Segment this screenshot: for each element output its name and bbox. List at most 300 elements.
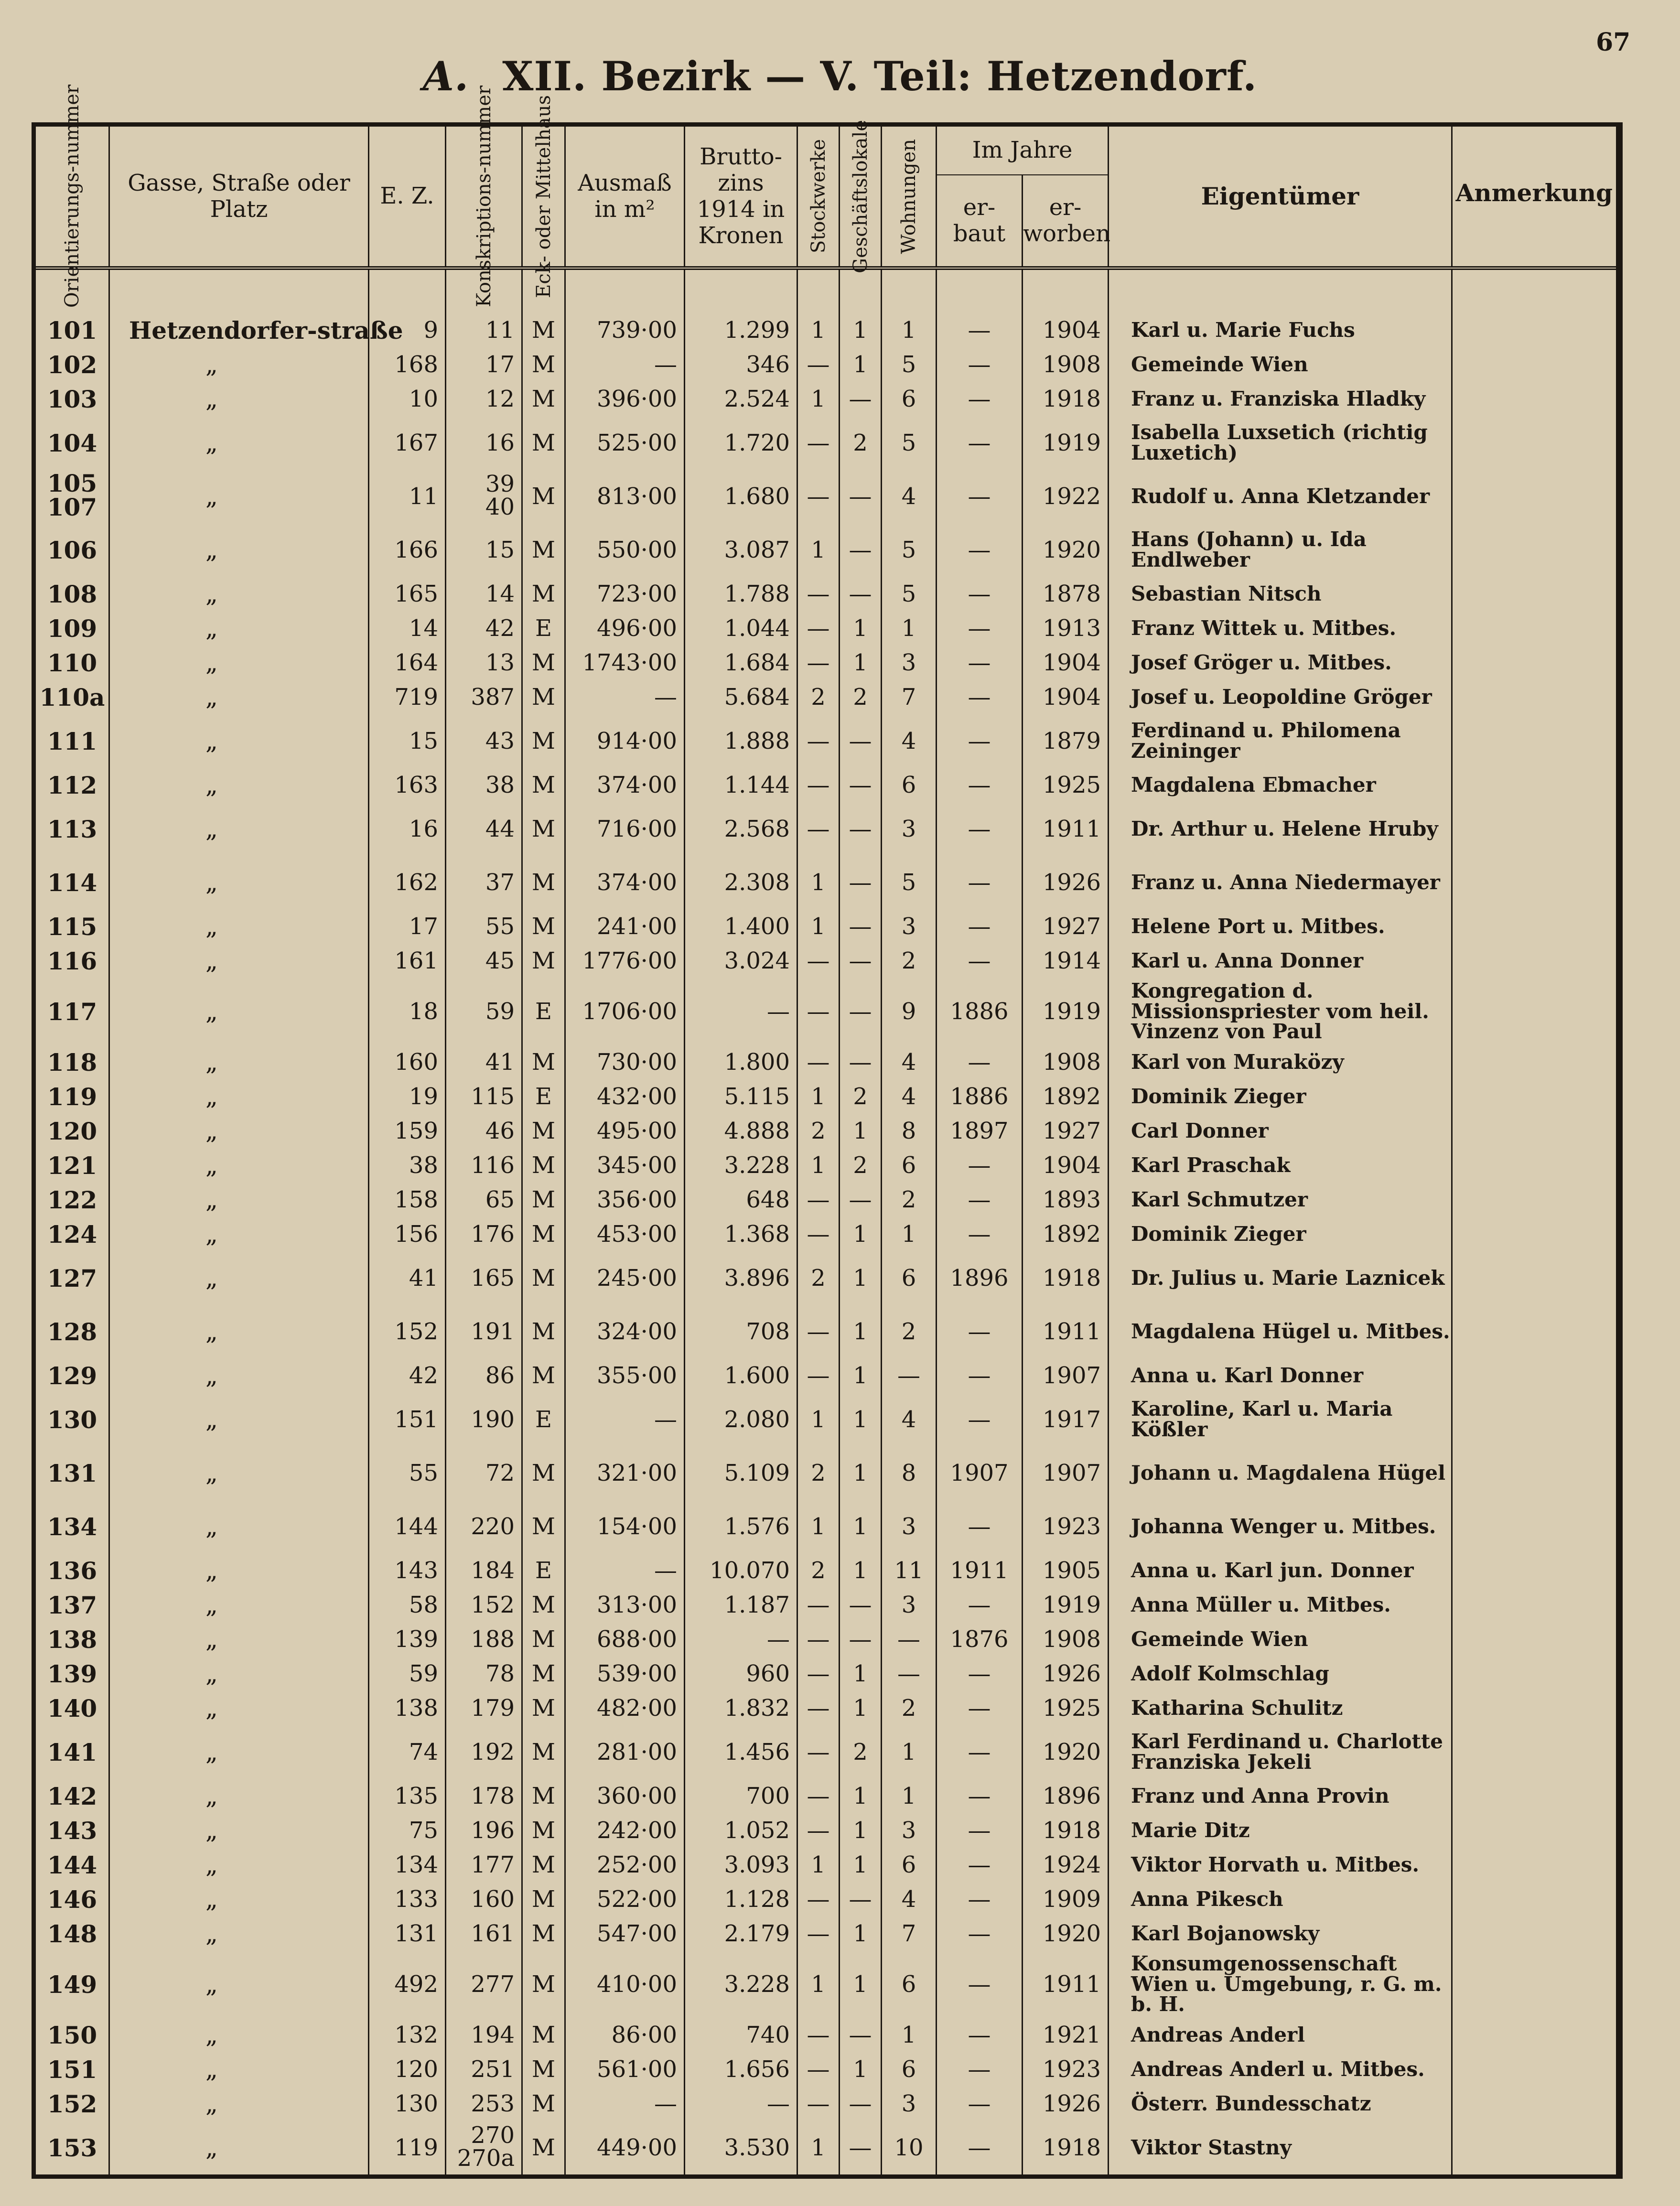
cell-bruttozins: 5.115 xyxy=(685,1079,797,1114)
cell-street: „ xyxy=(109,1691,369,1725)
cell-erbaut: — xyxy=(937,802,1023,856)
cell-erworben: 1907 xyxy=(1023,1446,1109,1500)
cell-orientierungsnummer: 111 xyxy=(34,714,109,768)
cell-eck-mittelhaus: M xyxy=(522,1045,565,1079)
cell-erworben: 1907 xyxy=(1023,1358,1109,1393)
cell-orientierungsnummer: 120 xyxy=(34,1114,109,1148)
table-row xyxy=(34,714,1619,768)
cell-bruttozins: 1.144 xyxy=(685,768,797,802)
cell-erbaut: 1886 xyxy=(937,1079,1023,1114)
cell-erworben: 1917 xyxy=(1023,1393,1109,1446)
cell-geschaeftslokale: — xyxy=(840,944,882,978)
cell-street: „ xyxy=(109,714,369,768)
cell-ausmass: 496·00 xyxy=(565,611,685,646)
cell-erworben: 1921 xyxy=(1023,2018,1109,2052)
cell-street: „ xyxy=(109,1500,369,1553)
cell-orientierungsnummer: 142 xyxy=(34,1779,109,1813)
cell-orientierungsnummer: 116 xyxy=(34,944,109,978)
cell-erworben: 1913 xyxy=(1023,611,1109,646)
cell-street: „ xyxy=(109,1045,369,1079)
cell-geschaeftslokale: — xyxy=(840,856,882,909)
cell-wohnungen: 6 xyxy=(882,382,937,416)
cell-eck-mittelhaus: M xyxy=(522,1657,565,1691)
cell-konskriptionsnummer: 178 xyxy=(446,1779,522,1813)
cell-bruttozins: 740 xyxy=(685,2018,797,2052)
cell-bruttozins: 1.128 xyxy=(685,1882,797,1916)
cell-anmerkung xyxy=(1452,1148,1619,1183)
table-row xyxy=(34,1813,1619,1848)
cell-anmerkung xyxy=(1452,2052,1619,2087)
cell-stockwerke: — xyxy=(797,1217,840,1251)
cell-eck-mittelhaus: M xyxy=(522,768,565,802)
cell-erworben: 1926 xyxy=(1023,1657,1109,1691)
table-row xyxy=(34,909,1619,944)
property-register-table xyxy=(32,85,1623,2179)
cell-stockwerke: — xyxy=(797,2087,840,2121)
cell-konskriptionsnummer: 13 xyxy=(446,646,522,680)
cell-eigentuemer: Josef u. Leopoldine Gröger xyxy=(1109,680,1452,714)
cell-orientierungsnummer: 151 xyxy=(34,2052,109,2087)
cell-stockwerke: — xyxy=(797,978,840,1045)
cell-orientierungsnummer: 152 xyxy=(34,2087,109,2121)
cell-konskriptionsnummer: 184 xyxy=(446,1553,522,1588)
cell-erworben: 1923 xyxy=(1023,1500,1109,1553)
cell-ausmass: 154·00 xyxy=(565,1500,685,1553)
cell-orientierungsnummer: 104 xyxy=(34,416,109,470)
cell-erbaut: — xyxy=(937,416,1023,470)
cell-konskriptionsnummer: 190 xyxy=(446,1393,522,1446)
cell-orientierungsnummer: 117 xyxy=(34,978,109,1045)
cell-erbaut: 1907 xyxy=(937,1446,1023,1500)
cell-wohnungen: 10 xyxy=(882,2121,937,2174)
cell-konskriptionsnummer: 220 xyxy=(446,1500,522,1553)
cell-stockwerke: 1 xyxy=(797,2121,840,2174)
cell-stockwerke: — xyxy=(797,1882,840,1916)
cell-erbaut: — xyxy=(937,2121,1023,2174)
cell-anmerkung xyxy=(1452,347,1619,382)
table-row xyxy=(34,382,1619,416)
cell-ausmass: 241·00 xyxy=(565,909,685,944)
cell-orientierungsnummer: 139 xyxy=(34,1657,109,1691)
cell-wohnungen: 7 xyxy=(882,1916,937,1951)
cell-stockwerke: 2 xyxy=(797,1114,840,1148)
cell-anmerkung xyxy=(1452,1951,1619,2018)
cell-erbaut: — xyxy=(937,909,1023,944)
cell-geschaeftslokale: 1 xyxy=(840,1114,882,1148)
cell-anmerkung xyxy=(1452,2121,1619,2174)
cell-bruttozins: 1.456 xyxy=(685,1725,797,1779)
cell-erworben: 1908 xyxy=(1023,347,1109,382)
cell-bruttozins: 1.600 xyxy=(685,1358,797,1393)
table-row xyxy=(34,680,1619,714)
cell-bruttozins: 1.400 xyxy=(685,909,797,944)
cell-geschaeftslokale: — xyxy=(840,2018,882,2052)
cell-eck-mittelhaus: M xyxy=(522,680,565,714)
cell-ausmass: 321·00 xyxy=(565,1446,685,1500)
cell-ez: 59 xyxy=(369,1657,446,1691)
cell-wohnungen: 4 xyxy=(882,1882,937,1916)
cell-geschaeftslokale: — xyxy=(840,802,882,856)
cell-anmerkung xyxy=(1452,1588,1619,1622)
table-row xyxy=(34,1916,1619,1951)
cell-erbaut: 1897 xyxy=(937,1114,1023,1148)
cell-anmerkung xyxy=(1452,416,1619,470)
cell-konskriptionsnummer: 78 xyxy=(446,1657,522,1691)
cell-stockwerke: — xyxy=(797,1183,840,1217)
cell-konskriptionsnummer: 196 xyxy=(446,1813,522,1848)
cell-stockwerke: — xyxy=(797,1305,840,1358)
cell-ez: 151 xyxy=(369,1393,446,1446)
cell-ez: 139 xyxy=(369,1622,446,1657)
cell-ausmass: — xyxy=(565,1393,685,1446)
table-row xyxy=(34,1848,1619,1882)
cell-ausmass: — xyxy=(565,680,685,714)
cell-erbaut: — xyxy=(937,1217,1023,1251)
cell-stockwerke: — xyxy=(797,2018,840,2052)
cell-anmerkung xyxy=(1452,909,1619,944)
cell-street: „ xyxy=(109,944,369,978)
cell-anmerkung xyxy=(1452,1657,1619,1691)
cell-konskriptionsnummer: 86 xyxy=(446,1358,522,1393)
cell-eck-mittelhaus: M xyxy=(522,2121,565,2174)
cell-geschaeftslokale: — xyxy=(840,523,882,577)
cell-anmerkung xyxy=(1452,1691,1619,1725)
cell-bruttozins: 1.684 xyxy=(685,646,797,680)
cell-geschaeftslokale: 1 xyxy=(840,313,882,347)
cell-stockwerke: — xyxy=(797,1657,840,1691)
cell-eck-mittelhaus: M xyxy=(522,1217,565,1251)
cell-anmerkung xyxy=(1452,313,1619,347)
cell-geschaeftslokale: — xyxy=(840,470,882,523)
cell-eck-mittelhaus: M xyxy=(522,523,565,577)
cell-wohnungen: 6 xyxy=(882,1848,937,1882)
cell-wohnungen: 8 xyxy=(882,1114,937,1148)
cell-orientierungsnummer: 150 xyxy=(34,2018,109,2052)
cell-anmerkung xyxy=(1452,1393,1619,1446)
cell-orientierungsnummer: 102 xyxy=(34,347,109,382)
cell-stockwerke: 1 xyxy=(797,1079,840,1114)
cell-erbaut: — xyxy=(937,1393,1023,1446)
cell-ausmass: 522·00 xyxy=(565,1882,685,1916)
col-anmerkung: Anmerkung xyxy=(1452,125,1619,269)
cell-ausmass: 432·00 xyxy=(565,1079,685,1114)
cell-eigentuemer: Dr. Julius u. Marie Laznicek xyxy=(1109,1251,1452,1305)
cell-orientierungsnummer: 122 xyxy=(34,1183,109,1217)
cell-ez: 144 xyxy=(369,1500,446,1553)
cell-orientierungsnummer: 130 xyxy=(34,1393,109,1446)
title-text: XII. Bezirk — V. Teil: Hetzendorf. xyxy=(502,53,1258,100)
cell-anmerkung xyxy=(1452,978,1619,1045)
cell-ausmass: 396·00 xyxy=(565,382,685,416)
cell-eigentuemer: Andreas Anderl u. Mitbes. xyxy=(1109,2052,1452,2087)
cell-erworben: 1911 xyxy=(1023,802,1109,856)
table-row xyxy=(34,347,1619,382)
cell-geschaeftslokale: 1 xyxy=(840,347,882,382)
cell-eigentuemer: Andreas Anderl xyxy=(1109,2018,1452,2052)
cell-ez: 11 xyxy=(369,470,446,523)
cell-eigentuemer: Ferdinand u. Philomena Zeininger xyxy=(1109,714,1452,768)
cell-konskriptionsnummer: 16 xyxy=(446,416,522,470)
cell-eigentuemer: Adolf Kolmschlag xyxy=(1109,1657,1452,1691)
cell-wohnungen: 1 xyxy=(882,1725,937,1779)
cell-konskriptionsnummer: 179 xyxy=(446,1691,522,1725)
cell-eck-mittelhaus: M xyxy=(522,1358,565,1393)
cell-stockwerke: — xyxy=(797,2052,840,2087)
cell-eigentuemer: Österr. Bundesschatz xyxy=(1109,2087,1452,2121)
cell-erworben: 1923 xyxy=(1023,2052,1109,2087)
cell-anmerkung xyxy=(1452,1848,1619,1882)
cell-eigentuemer: Karoline, Karl u. Maria Kößler xyxy=(1109,1393,1452,1446)
cell-eigentuemer: Karl Ferdinand u. Charlotte Franziska Jekeli xyxy=(1109,1725,1452,1779)
cell-anmerkung xyxy=(1452,856,1619,909)
cell-geschaeftslokale: 1 xyxy=(840,1358,882,1393)
cell-ausmass: 355·00 xyxy=(565,1358,685,1393)
cell-ausmass: 561·00 xyxy=(565,2052,685,2087)
cell-konskriptionsnummer: 253 xyxy=(446,2087,522,2121)
cell-street: „ xyxy=(109,382,369,416)
cell-geschaeftslokale: — xyxy=(840,1622,882,1657)
cell-orientierungsnummer: 129 xyxy=(34,1358,109,1393)
cell-eck-mittelhaus: M xyxy=(522,1305,565,1358)
cell-geschaeftslokale: 1 xyxy=(840,1779,882,1813)
cell-street: „ xyxy=(109,1622,369,1657)
cell-erbaut: 1876 xyxy=(937,1622,1023,1657)
cell-stockwerke: — xyxy=(797,714,840,768)
cell-orientierungsnummer: 113 xyxy=(34,802,109,856)
cell-eck-mittelhaus: M xyxy=(522,1813,565,1848)
cell-erbaut: — xyxy=(937,577,1023,611)
cell-wohnungen: 6 xyxy=(882,1148,937,1183)
cell-street: „ xyxy=(109,2087,369,2121)
cell-bruttozins: 2.080 xyxy=(685,1393,797,1446)
table-row xyxy=(34,802,1619,856)
cell-street: Hetzendorfer-straße xyxy=(109,313,369,347)
cell-geschaeftslokale: 1 xyxy=(840,611,882,646)
cell-eigentuemer: Viktor Horvath u. Mitbes. xyxy=(1109,1848,1452,1882)
cell-konskriptionsnummer: 45 xyxy=(446,944,522,978)
cell-street: „ xyxy=(109,768,369,802)
cell-eck-mittelhaus: M xyxy=(522,2052,565,2087)
table-row xyxy=(34,768,1619,802)
cell-eck-mittelhaus: M xyxy=(522,1951,565,2018)
cell-ez: 42 xyxy=(369,1358,446,1393)
cell-erworben: 1904 xyxy=(1023,646,1109,680)
cell-wohnungen: 5 xyxy=(882,347,937,382)
cell-wohnungen: 1 xyxy=(882,1217,937,1251)
cell-erbaut: — xyxy=(937,768,1023,802)
cell-wohnungen: 3 xyxy=(882,1588,937,1622)
cell-anmerkung xyxy=(1452,523,1619,577)
cell-eck-mittelhaus: M xyxy=(522,714,565,768)
cell-bruttozins: 1.299 xyxy=(685,313,797,347)
cell-street: „ xyxy=(109,2052,369,2087)
cell-eigentuemer: Isabella Luxsetich (richtig Luxetich) xyxy=(1109,416,1452,470)
table-row xyxy=(34,1045,1619,1079)
cell-wohnungen: 6 xyxy=(882,1251,937,1305)
table-row xyxy=(34,2018,1619,2052)
cell-bruttozins: 3.228 xyxy=(685,1951,797,2018)
cell-ausmass: 550·00 xyxy=(565,523,685,577)
cell-anmerkung xyxy=(1452,1882,1619,1916)
section-letter: A. xyxy=(422,53,469,100)
cell-geschaeftslokale: — xyxy=(840,1045,882,1079)
cell-orientierungsnummer: 140 xyxy=(34,1691,109,1725)
cell-eigentuemer: Karl u. Marie Fuchs xyxy=(1109,313,1452,347)
cell-ausmass: 374·00 xyxy=(565,768,685,802)
cell-eck-mittelhaus: M xyxy=(522,802,565,856)
cell-eigentuemer: Karl Schmutzer xyxy=(1109,1183,1452,1217)
cell-konskriptionsnummer: 65 xyxy=(446,1183,522,1217)
cell-wohnungen: 1 xyxy=(882,2018,937,2052)
cell-anmerkung xyxy=(1452,768,1619,802)
cell-eigentuemer: Katharina Schulitz xyxy=(1109,1691,1452,1725)
cell-erbaut: — xyxy=(937,1691,1023,1725)
cell-geschaeftslokale: — xyxy=(840,714,882,768)
cell-eck-mittelhaus: M xyxy=(522,1779,565,1813)
cell-geschaeftslokale: 1 xyxy=(840,1500,882,1553)
cell-anmerkung xyxy=(1452,1779,1619,1813)
table-row xyxy=(34,1446,1619,1500)
cell-erworben: 1920 xyxy=(1023,1916,1109,1951)
cell-eigentuemer: Viktor Stastny xyxy=(1109,2121,1452,2174)
cell-stockwerke: 2 xyxy=(797,1446,840,1500)
cell-bruttozins: 1.044 xyxy=(685,611,797,646)
cell-ez: 166 xyxy=(369,523,446,577)
cell-street: „ xyxy=(109,1725,369,1779)
cell-orientierungsnummer: 124 xyxy=(34,1217,109,1251)
cell-orientierungsnummer: 112 xyxy=(34,768,109,802)
cell-konskriptionsnummer: 11 xyxy=(446,313,522,347)
cell-bruttozins: 1.576 xyxy=(685,1500,797,1553)
cell-wohnungen: 4 xyxy=(882,470,937,523)
cell-erbaut: — xyxy=(937,2018,1023,2052)
cell-geschaeftslokale: — xyxy=(840,1588,882,1622)
cell-wohnungen: 3 xyxy=(882,2087,937,2121)
cell-bruttozins: 346 xyxy=(685,347,797,382)
cell-geschaeftslokale: 1 xyxy=(840,1691,882,1725)
cell-konskriptionsnummer: 270 270a xyxy=(446,2121,522,2174)
cell-ausmass: 688·00 xyxy=(565,1622,685,1657)
cell-eigentuemer: Marie Ditz xyxy=(1109,1813,1452,1848)
cell-ausmass: 482·00 xyxy=(565,1691,685,1725)
cell-wohnungen: 7 xyxy=(882,680,937,714)
cell-konskriptionsnummer: 72 xyxy=(446,1446,522,1500)
cell-ez: 15 xyxy=(369,714,446,768)
cell-bruttozins: 1.052 xyxy=(685,1813,797,1848)
cell-eigentuemer: Dominik Zieger xyxy=(1109,1079,1452,1114)
table-row xyxy=(34,1500,1619,1553)
cell-eck-mittelhaus: E xyxy=(522,1553,565,1588)
cell-eigentuemer: Karl u. Anna Donner xyxy=(1109,944,1452,978)
table-row xyxy=(34,1622,1619,1657)
cell-orientierungsnummer: 136 xyxy=(34,1553,109,1588)
cell-anmerkung xyxy=(1452,1446,1619,1500)
cell-erbaut: — xyxy=(937,1725,1023,1779)
cell-anmerkung xyxy=(1452,1622,1619,1657)
cell-eck-mittelhaus: M xyxy=(522,1148,565,1183)
cell-erworben: 1926 xyxy=(1023,2087,1109,2121)
cell-eigentuemer: Magdalena Ebmacher xyxy=(1109,768,1452,802)
cell-geschaeftslokale: 1 xyxy=(840,2052,882,2087)
cell-orientierungsnummer: 101 xyxy=(34,313,109,347)
cell-bruttozins: 2.308 xyxy=(685,856,797,909)
cell-ausmass: 547·00 xyxy=(565,1916,685,1951)
cell-konskriptionsnummer: 41 xyxy=(446,1045,522,1079)
cell-ez: 18 xyxy=(369,978,446,1045)
cell-erworben: 1904 xyxy=(1023,680,1109,714)
cell-bruttozins: 2.524 xyxy=(685,382,797,416)
cell-eigentuemer: Karl von Muraközy xyxy=(1109,1045,1452,1079)
cell-eck-mittelhaus: M xyxy=(522,1691,565,1725)
cell-bruttozins: 1.680 xyxy=(685,470,797,523)
cell-erbaut: — xyxy=(937,382,1023,416)
table-row xyxy=(34,1393,1619,1446)
cell-orientierungsnummer: 103 xyxy=(34,382,109,416)
cell-stockwerke: — xyxy=(797,802,840,856)
cell-bruttozins: — xyxy=(685,978,797,1045)
cell-stockwerke: — xyxy=(797,1691,840,1725)
cell-ausmass: 1743·00 xyxy=(565,646,685,680)
cell-ez: 492 xyxy=(369,1951,446,2018)
cell-eck-mittelhaus: M xyxy=(522,2018,565,2052)
cell-ez: 135 xyxy=(369,1779,446,1813)
cell-bruttozins: 2.179 xyxy=(685,1916,797,1951)
cell-geschaeftslokale: — xyxy=(840,1183,882,1217)
cell-anmerkung xyxy=(1452,680,1619,714)
cell-ez: 119 xyxy=(369,2121,446,2174)
cell-street: „ xyxy=(109,1358,369,1393)
table-row xyxy=(34,416,1619,470)
cell-erworben: 1919 xyxy=(1023,1588,1109,1622)
cell-erbaut: 1886 xyxy=(937,978,1023,1045)
cell-ausmass: 313·00 xyxy=(565,1588,685,1622)
table-row xyxy=(34,1217,1619,1251)
cell-orientierungsnummer: 110 xyxy=(34,646,109,680)
cell-street: „ xyxy=(109,1251,369,1305)
cell-wohnungen: 5 xyxy=(882,856,937,909)
cell-street: „ xyxy=(109,1446,369,1500)
cell-wohnungen: 11 xyxy=(882,1553,937,1588)
cell-geschaeftslokale: 1 xyxy=(840,1446,882,1500)
cell-street: „ xyxy=(109,1305,369,1358)
cell-bruttozins: 1.720 xyxy=(685,416,797,470)
cell-eck-mittelhaus: M xyxy=(522,856,565,909)
cell-geschaeftslokale: 2 xyxy=(840,1725,882,1779)
cell-street: „ xyxy=(109,416,369,470)
cell-anmerkung xyxy=(1452,2087,1619,2121)
cell-orientierungsnummer: 108 xyxy=(34,577,109,611)
cell-stockwerke: — xyxy=(797,1779,840,1813)
cell-orientierungsnummer: 128 xyxy=(34,1305,109,1358)
cell-stockwerke: — xyxy=(797,1622,840,1657)
cell-wohnungen: 2 xyxy=(882,1691,937,1725)
cell-ez: 38 xyxy=(369,1148,446,1183)
cell-ausmass: 410·00 xyxy=(565,1951,685,2018)
cell-geschaeftslokale: 1 xyxy=(840,1657,882,1691)
cell-ausmass: 730·00 xyxy=(565,1045,685,1079)
cell-stockwerke: 2 xyxy=(797,1251,840,1305)
cell-wohnungen: 6 xyxy=(882,2052,937,2087)
cell-street: „ xyxy=(109,1588,369,1622)
cell-orientierungsnummer: 148 xyxy=(34,1916,109,1951)
cell-erbaut: — xyxy=(937,856,1023,909)
cell-ez: 58 xyxy=(369,1588,446,1622)
cell-wohnungen: — xyxy=(882,1358,937,1393)
cell-street: „ xyxy=(109,1882,369,1916)
cell-eck-mittelhaus: M xyxy=(522,1183,565,1217)
cell-wohnungen: 3 xyxy=(882,1813,937,1848)
cell-anmerkung xyxy=(1452,646,1619,680)
